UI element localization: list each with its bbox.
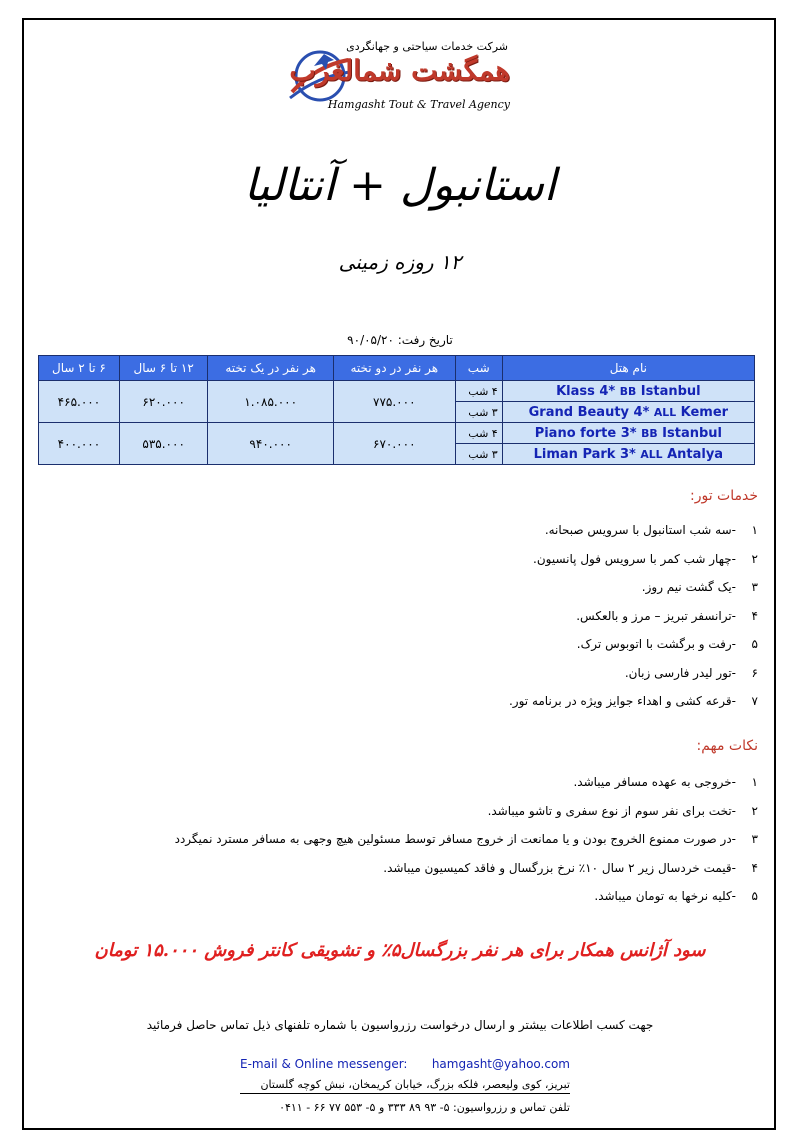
- tour-title: استانبول + آنتالیا: [243, 160, 557, 211]
- phone-numbers: تلفن تماس و رزرواسیون: ۵- ۹۳ ۸۹ ۳۳۳ و ۵- ۵۵۳ ۷۷ ۶۶ - ۰۴۱۱: [279, 1101, 570, 1114]
- company-name: همگشت شمالغرب: [289, 54, 510, 87]
- hotel-cell: Grand Beauty 4* ALL Kemer: [502, 402, 754, 423]
- nights-cell: ۴ شب: [455, 423, 502, 444]
- company-subtitle: شرکت خدمات سیاحتی و جهانگردی: [346, 40, 508, 53]
- list-item: ۴-قیمت خردسال زیر ۲ سال ۱۰٪ نرخ بزرگسال و فاقد کمیسیون میباشد.: [383, 860, 758, 875]
- header-child-2-6: ۶ تا ۲ سال: [39, 356, 120, 381]
- hotel-cell: Piano forte 3* BB Istanbul: [502, 423, 754, 444]
- price-child-2-6: ۴۶۵.۰۰۰: [39, 381, 120, 423]
- price-child-2-6: ۴۰۰.۰۰۰: [39, 423, 120, 465]
- table-row: [39, 381, 755, 402]
- price-child-6-12: ۶۲۰.۰۰۰: [119, 381, 208, 423]
- contact-note: جهت کسب اطلاعات بیشتر و ارسال درخواست رزرواسیون با شماره تلفنهای ذیل تماس حاصل فرمائید: [146, 1018, 654, 1032]
- agency-commission-promo: سود آژانس همکار برای هر نفر بزرگسال۵٪ و تشویقی کانتر فروش ۱۵.۰۰۰ تومان: [94, 940, 706, 961]
- hotel-cell: Klass 4* BB Istanbul: [502, 381, 754, 402]
- price-double: ۶۷۰.۰۰۰: [333, 423, 455, 465]
- price-double: ۷۷۵.۰۰۰: [333, 381, 455, 423]
- email-label: E-mail & Online messenger:: [240, 1057, 408, 1071]
- notes-list: [175, 768, 758, 911]
- list-item: ۲-تخت برای نفر سوم از نوع سفری و تاشو میباشد.: [487, 803, 758, 818]
- price-table: [38, 355, 755, 465]
- header-single: هر نفر در یک تخته: [208, 356, 333, 381]
- header-double: هر نفر در دو تخته: [333, 356, 455, 381]
- header-hotel: نام هتل: [502, 356, 754, 381]
- email-link[interactable]: hamgasht@yahoo.com: [431, 1057, 570, 1071]
- company-logo: [286, 40, 514, 116]
- services-list: [509, 516, 758, 716]
- list-item: ۵-کلیه نرخها به تومان میباشد.: [594, 889, 758, 903]
- company-name-english: Hamgasht Tout & Travel Agency: [327, 98, 510, 111]
- header-nights: شب: [455, 356, 502, 381]
- list-item: ۳-یک گشت نیم روز.: [641, 580, 758, 594]
- services-title: خدمات تور:: [689, 488, 758, 504]
- hotel-cell: Liman Park 3* ALL Antalya: [502, 444, 754, 465]
- tour-duration: ۱۲ روزه زمینی: [338, 250, 462, 274]
- header-child-6-12: ۱۲ تا ۶ سال: [119, 356, 208, 381]
- nights-cell: ۳ شب: [455, 402, 502, 423]
- departure-date: تاریخ رفت: ۹۰/۰۵/۲۰: [347, 333, 453, 347]
- list-item: ۱-سه شب استانبول با سرویس صبحانه.: [544, 523, 758, 537]
- nights-cell: ۴ شب: [455, 381, 502, 402]
- nights-cell: ۳ شب: [455, 444, 502, 465]
- office-address: تبریز، کوی ولیعصر، فلکه بزرگ، خیابان کریمخان، نبش کوچه گلستان: [240, 1078, 570, 1094]
- price-single: ۱.۰۸۵.۰۰۰: [208, 381, 333, 423]
- list-item: ۷-قرعه کشی و اهداء جوایز ویژه در برنامه تور.: [508, 694, 758, 708]
- list-item: ۵-رفت و برگشت با اتوبوس ترک.: [576, 637, 758, 651]
- list-item: ۱-خروجی به عهده مسافر میباشد.: [573, 775, 758, 789]
- list-item: ۴-ترانسفر تبریز – مرز و بالعکس.: [576, 608, 758, 623]
- list-item: ۶-تور لیدر فارسی زبان.: [624, 665, 758, 680]
- price-single: ۹۴۰.۰۰۰: [208, 423, 333, 465]
- notes-title: نکات مهم:: [696, 738, 758, 754]
- email-row: [240, 1057, 570, 1071]
- list-item: ۳-در صورت ممنوع الخروج بودن و یا ممانعت از خروج مسافر توسط مسئولین هیچ وجهی به مسافر مسترد نمیگردد: [174, 832, 758, 846]
- price-child-6-12: ۵۳۵.۰۰۰: [119, 423, 208, 465]
- table-row: [39, 423, 755, 444]
- table-header-row: [39, 356, 755, 381]
- list-item: ۲-چهار شب کمر با سرویس فول پانسیون.: [533, 551, 758, 566]
